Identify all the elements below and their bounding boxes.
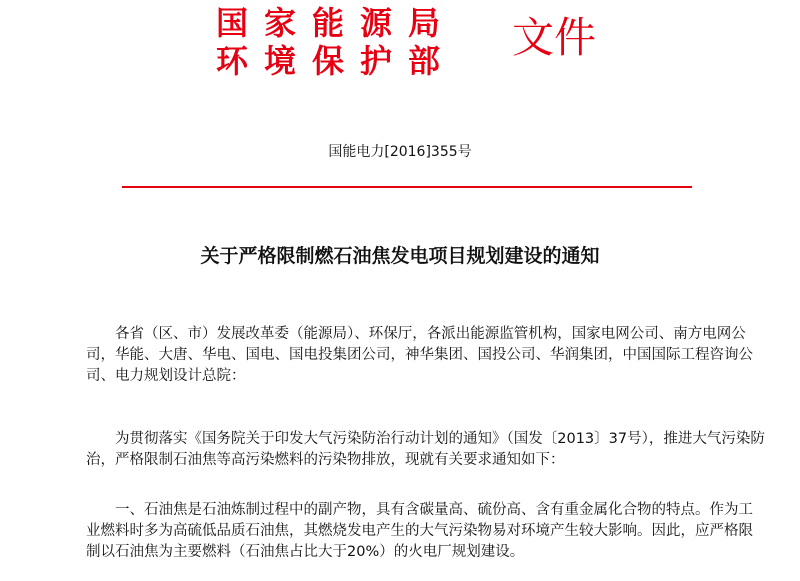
- document-title: 关于严格限制燃石油焦发电项目规划建设的通知: [200, 245, 600, 267]
- paragraph-intro: 为贯彻落实《国务院关于印发大气污染防治行动计划的通知》（国发〔2013〕37号），推进大气污染防治，严格限制石油焦等高污染燃料的污染物排放，现就有关要求通知如下：: [86, 431, 765, 468]
- document-number: 国能电力[2016]355号: [328, 144, 472, 160]
- org-name-energy-administration: 国家能源局: [216, 4, 457, 42]
- red-divider-line: [122, 186, 692, 188]
- document-type-label: 文件: [512, 13, 597, 62]
- issuing-organizations: [216, 4, 516, 80]
- paragraph-recipients: 各省（区、市）发展改革委（能源局）、环保厅，各派出能源监管机构，国家电网公司、南方电网公司，华能、大唐、华电、国电、国电投集团公司，神华集团、国投公司、华润集团，中国国际工程咨询公司、电力规划设计总院：: [86, 326, 753, 384]
- org-name-environmental-ministry: 环境保护部: [216, 42, 457, 80]
- paragraph-item-one: 一、石油焦是石油炼制过程中的副产物，具有含碳量高、硫份高、含有重金属化合物的特点。作为工业燃料时多为高硫低品质石油焦，其燃烧发电产生的大气污染物易对环境产生较大影响。因此，应严格限制以石油焦为主要燃料（石油焦占比大于20%）的火电厂规划建设。: [86, 502, 753, 560]
